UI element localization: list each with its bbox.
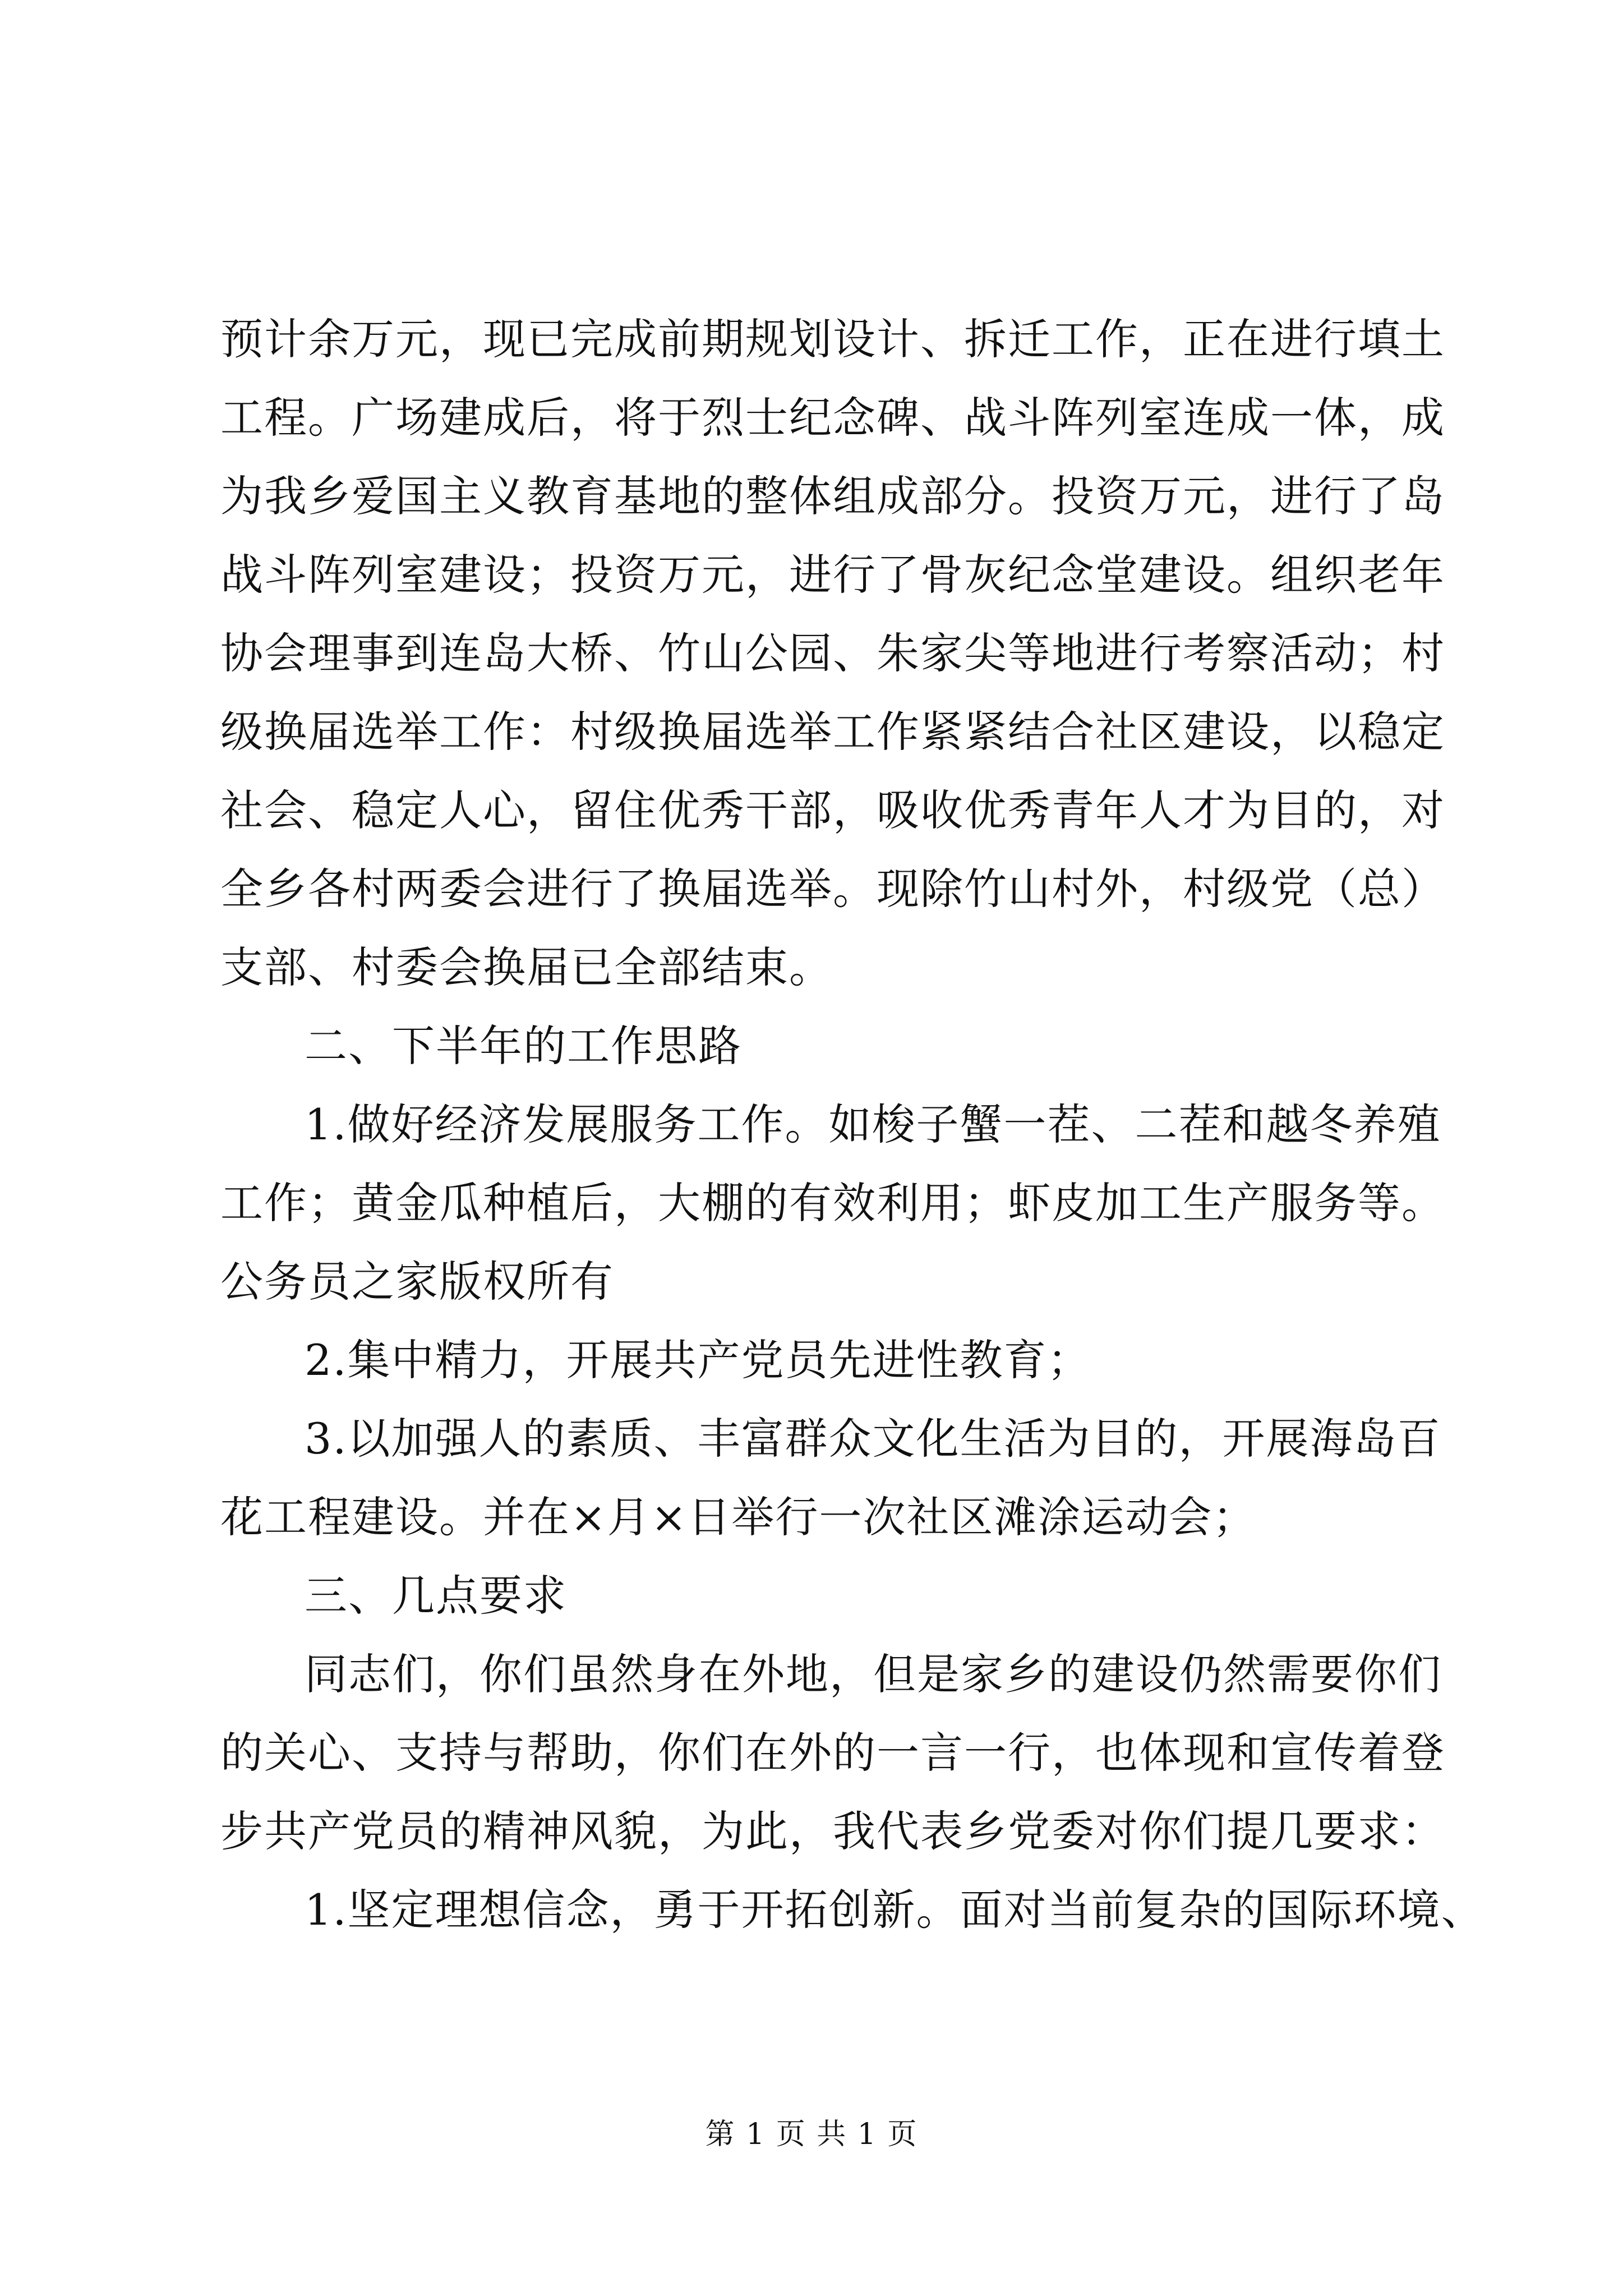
text-line: 社会、稳定人心，留住优秀干部，吸收优秀青年人才为目的，对 — [220, 785, 1445, 835]
text-line: 协会理事到连岛大桥、竹山公园、朱家尖等地进行考察活动；村 — [220, 628, 1445, 678]
page-number: 第 1 页 共 1 页 — [705, 2118, 918, 2151]
text-line: 工作；黄金瓜种植后，大棚的有效利用；虾皮加工生产服务等。 — [220, 1178, 1445, 1228]
text-line: 同志们，你们虽然身在外地，但是家乡的建设仍然需要你们 — [305, 1649, 1442, 1699]
text-line: 战斗阵列室建设；投资万元，进行了骨灰纪念堂建设。组织老年 — [220, 550, 1445, 600]
copyright-line: 公务员之家版权所有 — [220, 1257, 614, 1306]
text-line: 2.集中精力，开展共产党员先进性教育； — [305, 1335, 1091, 1385]
text-line: 3.以加强人的素质、丰富群众文化生活为目的，开展海岛百 — [305, 1414, 1441, 1464]
text-line: 1.做好经济发展服务工作。如梭子蟹一茬、二茬和越冬养殖 — [305, 1099, 1441, 1149]
document-body — [220, 300, 1485, 1949]
text-line: 工程。广场建成后，将于烈士纪念碑、战斗阵列室连成一体，成 — [220, 393, 1445, 443]
text-line: 的关心、支持与帮助，你们在外的一言一行，也体现和宣传着登 — [220, 1728, 1445, 1778]
section-heading: 二、下半年的工作思路 — [305, 1021, 742, 1071]
section-heading: 三、几点要求 — [305, 1571, 567, 1621]
text-line: 预计余万元，现已完成前期规划设计、拆迁工作，正在进行填土 — [220, 314, 1445, 364]
text-line: 1.坚定理想信念，勇于开拓创新。面对当前复杂的国际环境、 — [305, 1885, 1485, 1935]
text-line: 步共产党员的精神风貌，为此，我代表乡党委对你们提几要求： — [220, 1806, 1445, 1856]
text-line: 为我乡爱国主义教育基地的整体组成部分。投资万元，进行了岛 — [220, 471, 1445, 521]
text-line: 花工程建设。并在×月×日举行一次社区滩涂运动会； — [220, 1492, 1257, 1542]
page-footer — [0, 2115, 1623, 2154]
text-line: 级换届选举工作：村级换届选举工作紧紧结合社区建设，以稳定 — [220, 707, 1445, 757]
text-line: 全乡各村两委会进行了换届选举。现除竹山村外，村级党（总） — [220, 864, 1445, 914]
text-line: 支部、村委会换届已全部结束。 — [220, 942, 833, 992]
